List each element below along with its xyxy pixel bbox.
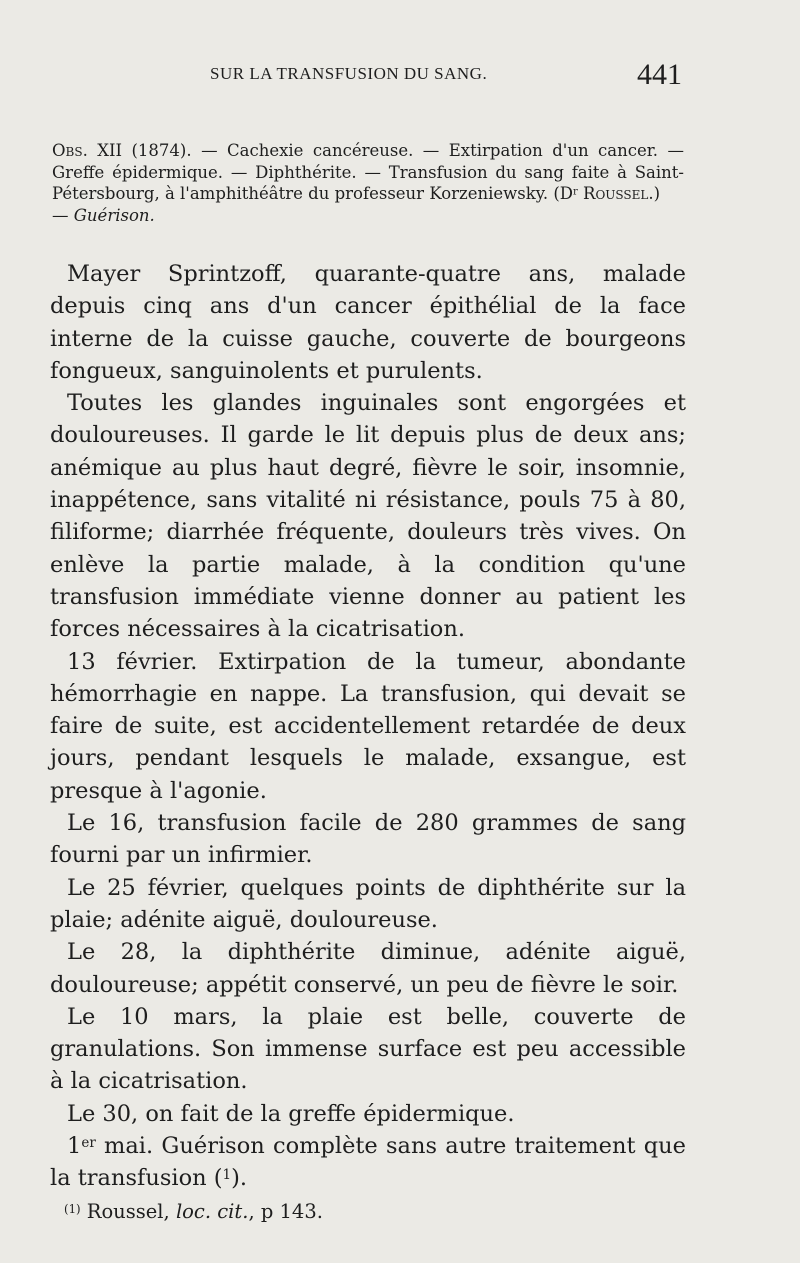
footnote-marker <box>64 1202 81 1216</box>
paragraph: Mayer Sprintzoff, quarante-quatre ans, malade depuis cinq ans d'un cancer épithélial de la face interne de la cuisse gauche, couverte de bourgeons fongueux, sanguinolents et purulents. <box>50 261 686 384</box>
paragraph: Le 10 mars, la plaie est belle, couverte de granulations. Son immense surface est peu accessible à la cicatrisation. <box>50 1003 686 1095</box>
doctor-title-sup: r <box>573 186 578 198</box>
obs-summary: — Cachexie cancéreuse. — Extirpation d'un cancer. — Greffe épidermique. — Diphthérite. — Transfusion du sang faite à Saint-Pétersbourg, à l'amphithéâtre du professeur Korzeniewsky. (D <box>52 141 684 203</box>
paragraph: Le 30, on fait de la greffe épidermique. <box>67 1100 515 1127</box>
obs-number-year: XII (1874). <box>97 141 192 160</box>
footnote-close-paren: ) <box>76 1201 81 1216</box>
footnote-open-paren: ( <box>64 1201 69 1216</box>
paragraph: Le 25 février, quelques points de diphthérite sur la plaie; adénite aiguë, douloureuse. <box>50 874 686 933</box>
day-ordinal-sup: er <box>81 1134 96 1151</box>
footnote-author: Roussel, <box>80 1200 176 1223</box>
last-paragraph-text: mai. Guérison complète sans autre traitement que la transfusion ( <box>50 1133 686 1192</box>
paragraph: Toutes les glandes inguinales sont engorgées et douloureuses. Il garde le lit depuis plus de deux ans; anémique au plus haut degré, fièvre le soir, insomnie, inappétence, sans vitalité ni résistance, pouls 75 à 80, filiforme; diarrhée fréquente, douleurs très vives. On enlève la partie malade, à la condition qu'une transfusion immédiate vienne donner au patient les forces nécessaires à la cicatrisation. <box>50 390 686 643</box>
obs-label: Obs. <box>52 141 88 160</box>
paragraph: Le 28, la diphthérite diminue, adénite aiguë, douloureuse; appétit conservé, un peu de fièvre le soir. <box>50 939 686 998</box>
doctor-name: Roussel.) <box>583 184 661 203</box>
last-paragraph-end: ). <box>231 1165 248 1192</box>
outcome-dash: — <box>52 205 69 225</box>
paragraph: 13 février. Extirpation de la tumeur, abondante hémorrhagie en nappe. La transfusion, qui devait se faire de suite, est accidentellement retardée de deux jours, pendant lesquels le malade, exsangue, est presque à l'agonie. <box>50 648 686 804</box>
body-text <box>50 258 686 1195</box>
observation-heading <box>52 140 684 226</box>
footnote-reference: loc. cit. <box>175 1200 249 1223</box>
obs-outcome: Guérison. <box>73 205 155 225</box>
running-title: SUR LA TRANSFUSION DU SANG. <box>210 64 488 83</box>
day-number: 1 <box>67 1133 82 1160</box>
page-header <box>50 58 682 94</box>
footnote-ref: 1 <box>222 1167 232 1184</box>
footnote-page: , p 143. <box>248 1200 323 1223</box>
footnote-number: 1 <box>68 1201 76 1216</box>
paragraph: Le 16, transfusion facile de 280 grammes de sang fourni par un infirmier. <box>50 810 686 869</box>
paragraph-last <box>50 1130 686 1195</box>
page-number: 441 <box>637 58 682 91</box>
footnote <box>64 1200 323 1223</box>
